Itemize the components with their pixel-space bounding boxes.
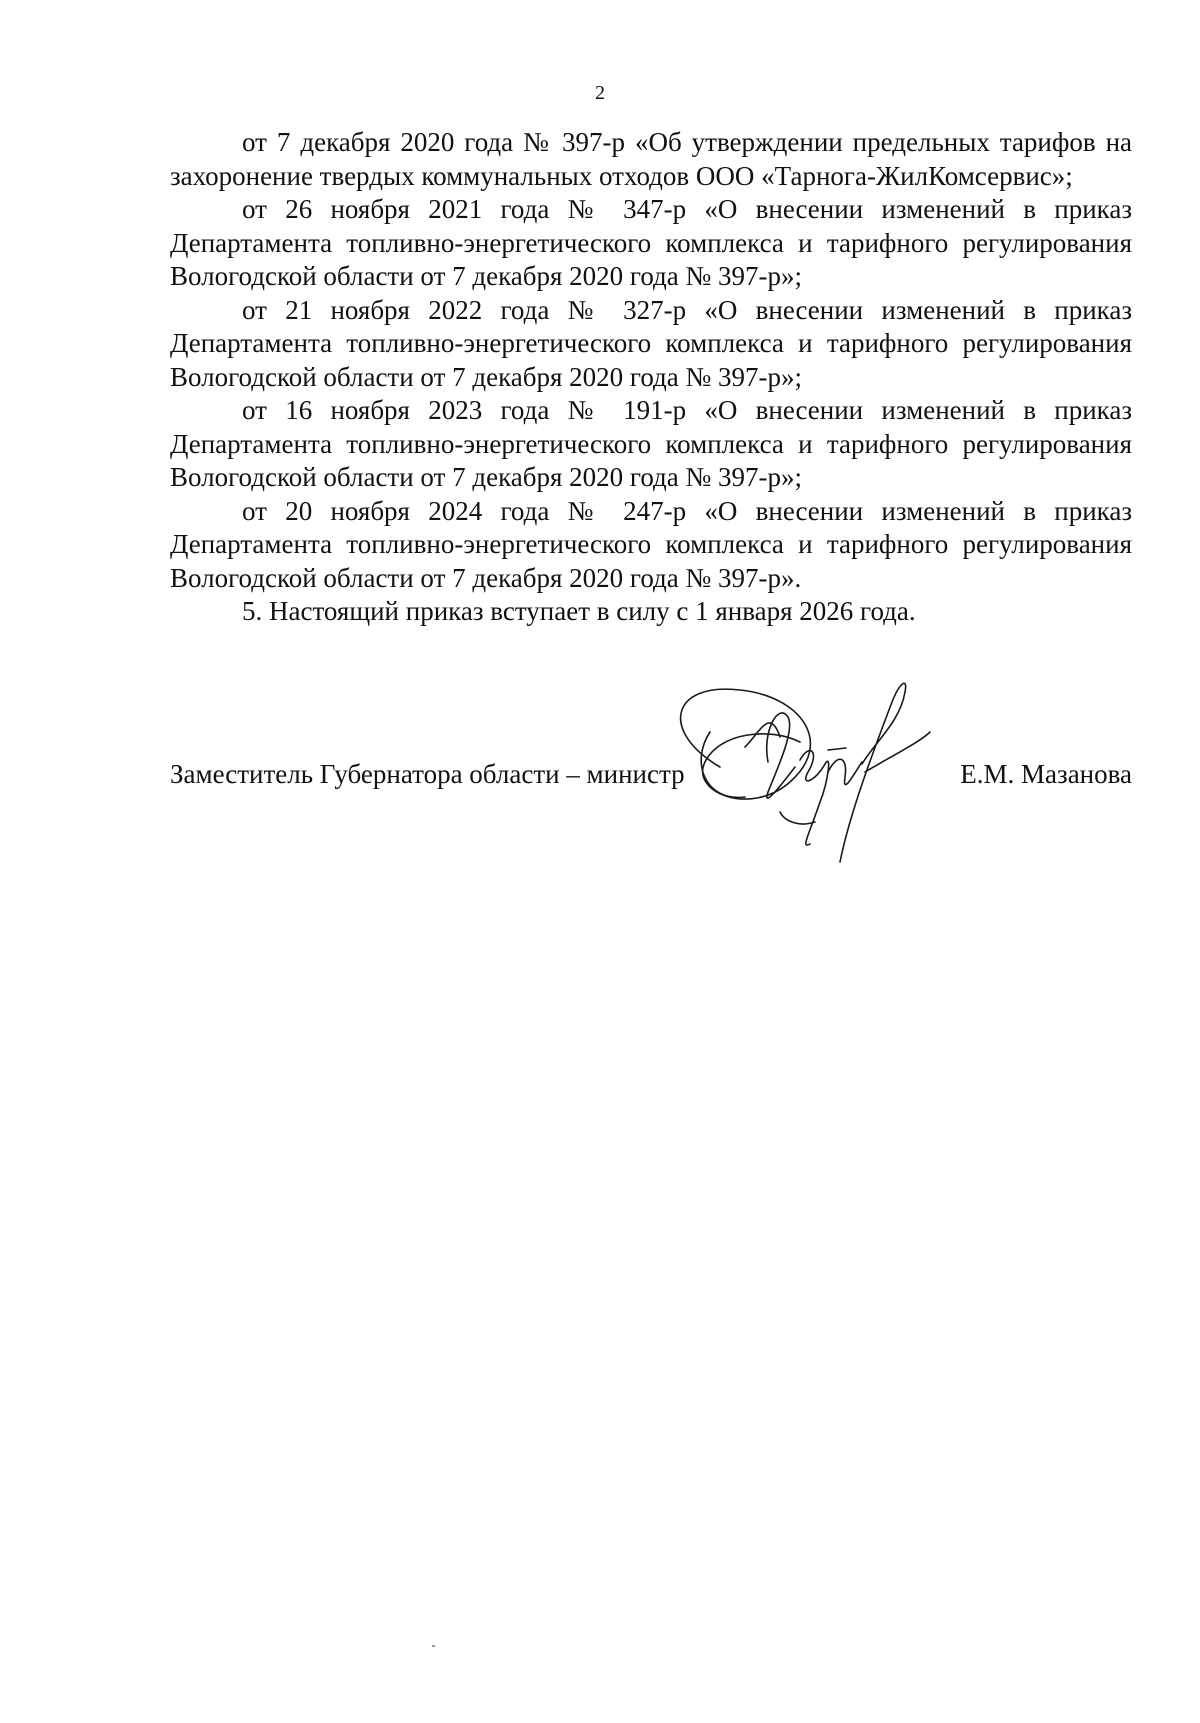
paragraph-order-191: от 16 ноября 2023 года № 191-р «О внесении изменений в приказ Департамента топливно-энергетического комплекса и тарифного регулирования Вологодской области от 7 декабря 2020 года № 397-р»; <box>170 395 1132 492</box>
paragraph-effective-date: 5. Настоящий приказ вступает в силу с 1 января 2026 года. <box>242 596 916 626</box>
paragraph-order-397: от 7 декабря 2020 года № 397-р «Об утверждении предельных тарифов на захоронение твердых коммунальных отходов ООО «Тарнога-ЖилКомсервис»; <box>170 127 1132 191</box>
paragraph-order-247: от 20 ноября 2024 года № 247-р «О внесении изменений в приказ Департамента топливно-энергетического комплекса и тарифного регулирования Вологодской области от 7 декабря 2020 года № 397-р». <box>170 495 1132 593</box>
signatory-position: Заместитель Губернатора области – министр <box>170 759 685 789</box>
document-body <box>170 126 1132 629</box>
paragraph-order-327: от 21 ноября 2022 года № 327-р «О внесении изменений в приказ Департамента топливно-энергетического комплекса и тарифного регулирования Вологодской области от 7 декабря 2020 года № 397-р»; <box>170 294 1132 392</box>
paragraph-order-347: от 26 ноября 2021 года № 347-р «О внесении изменений в приказ Департамента топливно-энергетического комплекса и тарифного регулирования Вологодской области от 7 декабря 2020 года № 397-р»; <box>170 194 1132 291</box>
page-number: 2 <box>595 82 605 104</box>
signatory-name: Е.М. Мазанова <box>960 759 1132 789</box>
scan-speck <box>432 1645 435 1647</box>
handwritten-signature <box>650 672 980 882</box>
